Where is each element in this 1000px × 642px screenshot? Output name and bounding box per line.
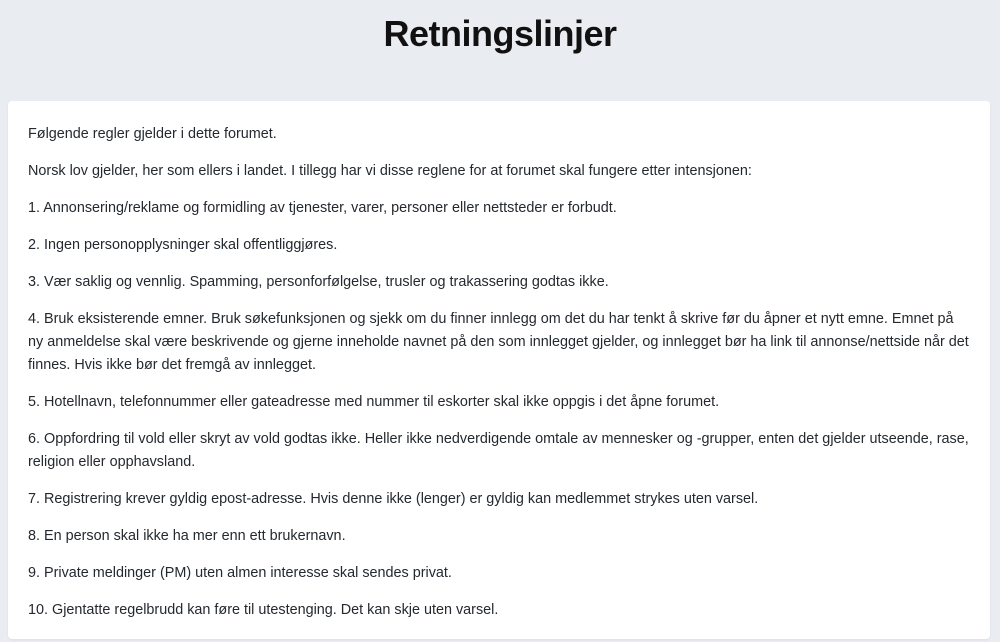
guidelines-card bbox=[8, 101, 990, 639]
law-text: Norsk lov gjelder, her som ellers i landet. I tillegg har vi disse reglene for at forumet skal fungere etter intensjonen: bbox=[28, 163, 752, 179]
page-header bbox=[0, 0, 1000, 100]
rule-item: 2. Ingen personopplysninger skal offentliggjøres. bbox=[28, 237, 338, 253]
rule-item: 3. Vær saklig og vennlig. Spamming, personforfølgelse, trusler og trakassering godtas ikke. bbox=[28, 274, 609, 290]
rule-item: 4. Bruk eksisterende emner. Bruk søkefunksjonen og sjekk om du finner innlegg om det du har tenkt å skrive før du åpner et nytt emne. Emnet på ny anmeldelse skal være beskrivende og gjerne inneholde navnet på den som innlegget gjelder, og innlegget bør ha link til annonse/nettside når det finnes. Hvis ikke bør det fremgå av innlegget. bbox=[28, 311, 969, 373]
rule-item: 6. Oppfordring til vold eller skryt av vold godtas ikke. Heller ikke nedverdigende omtale av mennesker og -grupper, enten det gjelder utseende, rase, religion eller opphavsland. bbox=[28, 431, 969, 470]
rule-item: 1. Annonsering/reklame og formidling av tjenester, varer, personer eller nettsteder er forbudt. bbox=[28, 200, 617, 216]
rule-item: 10. Gjentatte regelbrudd kan føre til utestenging. Det kan skje uten varsel. bbox=[28, 602, 499, 618]
intro-text: Følgende regler gjelder i dette forumet. bbox=[28, 126, 277, 142]
rule-item: 7. Registrering krever gyldig epost-adresse. Hvis denne ikke (lenger) er gyldig kan medlemmet strykes uten varsel. bbox=[28, 491, 759, 507]
rule-item: 5. Hotellnavn, telefonnummer eller gateadresse med nummer til eskorter skal ikke oppgis i det åpne forumet. bbox=[28, 394, 720, 410]
rule-item: 9. Private meldinger (PM) uten almen interesse skal sendes privat. bbox=[28, 565, 452, 581]
page-title: Retningslinjer bbox=[383, 13, 617, 54]
rule-item: 8. En person skal ikke ha mer enn ett brukernavn. bbox=[28, 528, 346, 544]
